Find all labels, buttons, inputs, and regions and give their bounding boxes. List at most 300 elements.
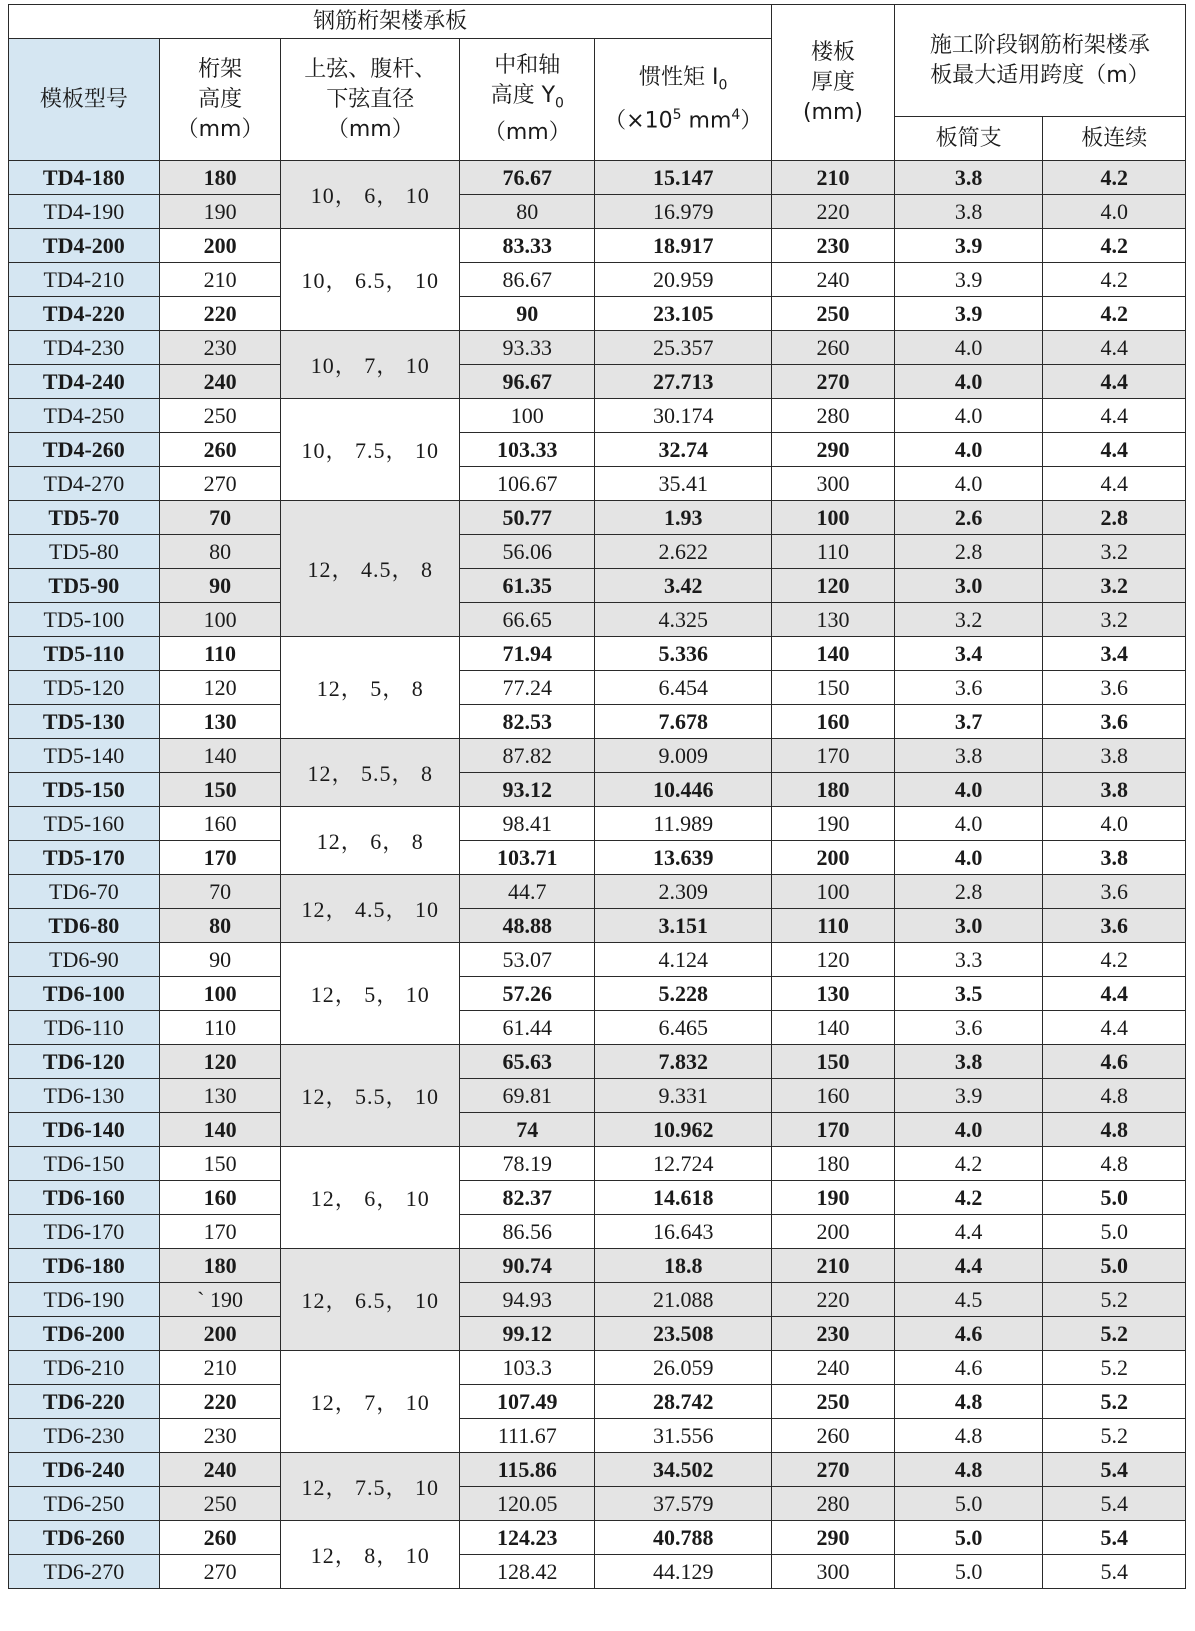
table-row	[9, 875, 1186, 909]
truss-height-cell: 130	[159, 705, 281, 739]
continuous-header: 板连续	[1043, 117, 1186, 161]
slab-thickness-cell: 210	[772, 1249, 895, 1283]
neutral-axis-cell: 103.71	[460, 841, 595, 875]
neutral-axis-cell: 124.23	[460, 1521, 595, 1555]
neutral-axis-cell: 90.74	[460, 1249, 595, 1283]
inertia-cell: 27.713	[595, 365, 772, 399]
continuous-span-cell: 3.6	[1043, 875, 1186, 909]
model-cell: TD5-170	[9, 841, 160, 875]
model-cell: TD6-250	[9, 1487, 160, 1521]
simple-span-cell: 4.0	[894, 399, 1043, 433]
model-cell: TD4-190	[9, 195, 160, 229]
table-row	[9, 1249, 1186, 1283]
slab-thickness-cell: 180	[772, 773, 895, 807]
diameter-cell: 12， 6.5， 10	[281, 1249, 460, 1351]
table-row	[9, 807, 1186, 841]
slab-thickness-cell: 130	[772, 977, 895, 1011]
model-cell: TD6-170	[9, 1215, 160, 1249]
continuous-span-cell: 5.0	[1043, 1181, 1186, 1215]
continuous-span-cell: 3.2	[1043, 535, 1186, 569]
simple-span-cell: 4.2	[894, 1181, 1043, 1215]
inertia-cell: 7.678	[595, 705, 772, 739]
table-row	[9, 1147, 1186, 1181]
slab-thickness-cell: 150	[772, 1045, 895, 1079]
neutral-axis-cell: 76.67	[460, 161, 595, 195]
simple-span-cell: 4.0	[894, 807, 1043, 841]
table-row	[9, 1283, 1186, 1317]
neutral-axis-cell: 107.49	[460, 1385, 595, 1419]
truss-height-cell: 180	[159, 161, 281, 195]
truss-height-cell: 120	[159, 671, 281, 705]
neutral-axis-cell: 86.67	[460, 263, 595, 297]
table-row	[9, 569, 1186, 603]
inertia-cell: 18.8	[595, 1249, 772, 1283]
simple-span-cell: 3.3	[894, 943, 1043, 977]
continuous-span-cell: 5.4	[1043, 1453, 1186, 1487]
simple-span-cell: 3.9	[894, 1079, 1043, 1113]
truss-height-cell: 130	[159, 1079, 281, 1113]
truss-height-cell: 240	[159, 1453, 281, 1487]
diameter-cell: 12， 6， 10	[281, 1147, 460, 1249]
truss-height-cell: 260	[159, 1521, 281, 1555]
model-cell: TD4-200	[9, 229, 160, 263]
slab-thickness-cell: 240	[772, 1351, 895, 1385]
truss-height-cell: 240	[159, 365, 281, 399]
slab-thickness-cell: 190	[772, 1181, 895, 1215]
continuous-span-cell: 4.8	[1043, 1079, 1186, 1113]
table-row	[9, 161, 1186, 195]
slab-thickness-cell: 170	[772, 1113, 895, 1147]
table-row	[9, 977, 1186, 1011]
table-row	[9, 229, 1186, 263]
table-row	[9, 603, 1186, 637]
neutral-axis-cell: 93.33	[460, 331, 595, 365]
model-cell: TD4-180	[9, 161, 160, 195]
slab-thickness-cell: 100	[772, 875, 895, 909]
simple-span-cell: 4.0	[894, 841, 1043, 875]
inertia-cell: 14.618	[595, 1181, 772, 1215]
truss-height-cell: 100	[159, 977, 281, 1011]
span-header: 施工阶段钢筋桁架楼承 板最大适用跨度（m）	[894, 5, 1185, 117]
neutral-axis-cell: 78.19	[460, 1147, 595, 1181]
simple-span-cell: 4.4	[894, 1215, 1043, 1249]
neutral-axis-cell: 71.94	[460, 637, 595, 671]
neutral-axis-header: 中和轴 高度 $Y_0$ （mm）	[460, 39, 595, 161]
model-cell: TD4-220	[9, 297, 160, 331]
neutral-axis-cell: 111.67	[460, 1419, 595, 1453]
model-cell: TD6-270	[9, 1555, 160, 1589]
simple-span-cell: 4.8	[894, 1385, 1043, 1419]
simple-span-cell: 5.0	[894, 1487, 1043, 1521]
neutral-axis-cell: 61.44	[460, 1011, 595, 1045]
simple-span-cell: 4.5	[894, 1283, 1043, 1317]
table-row	[9, 1555, 1186, 1589]
neutral-axis-cell: 50.77	[460, 501, 595, 535]
neutral-axis-cell: 87.82	[460, 739, 595, 773]
truss-height-cell: 210	[159, 1351, 281, 1385]
slab-thickness-cell: 260	[772, 331, 895, 365]
neutral-axis-cell: 61.35	[460, 569, 595, 603]
slab-thickness-cell: 190	[772, 807, 895, 841]
continuous-span-cell: 4.0	[1043, 807, 1186, 841]
neutral-axis-cell: 65.63	[460, 1045, 595, 1079]
neutral-axis-cell: 80	[460, 195, 595, 229]
simple-span-cell: 3.4	[894, 637, 1043, 671]
slab-thickness-cell: 130	[772, 603, 895, 637]
continuous-span-cell: 4.2	[1043, 297, 1186, 331]
continuous-span-cell: 5.2	[1043, 1385, 1186, 1419]
continuous-span-cell: 4.4	[1043, 365, 1186, 399]
slab-thickness-cell: 250	[772, 1385, 895, 1419]
continuous-span-cell: 3.8	[1043, 739, 1186, 773]
slab-thickness-cell: 230	[772, 1317, 895, 1351]
slab-thickness-cell: 210	[772, 161, 895, 195]
truss-height-header: 桁架 高度 （mm）	[159, 39, 281, 161]
slab-thickness-header: 楼板 厚度 (mm)	[772, 5, 895, 161]
model-cell: TD4-260	[9, 433, 160, 467]
simple-span-cell: 5.0	[894, 1555, 1043, 1589]
slab-thickness-cell: 280	[772, 1487, 895, 1521]
model-cell: TD6-260	[9, 1521, 160, 1555]
continuous-span-cell: 5.2	[1043, 1351, 1186, 1385]
neutral-axis-cell: 115.86	[460, 1453, 595, 1487]
simple-span-cell: 4.4	[894, 1249, 1043, 1283]
model-cell: TD4-210	[9, 263, 160, 297]
continuous-span-cell: 3.2	[1043, 603, 1186, 637]
diameter-cell: 12， 5.5， 8	[281, 739, 460, 807]
neutral-axis-cell: 86.56	[460, 1215, 595, 1249]
continuous-span-cell: 4.6	[1043, 1045, 1186, 1079]
table-row	[9, 1351, 1186, 1385]
simple-span-cell: 4.0	[894, 433, 1043, 467]
truss-height-cell: 150	[159, 773, 281, 807]
inertia-cell: 34.502	[595, 1453, 772, 1487]
truss-height-cell: 170	[159, 1215, 281, 1249]
continuous-span-cell: 4.2	[1043, 263, 1186, 297]
simple-span-cell: 2.6	[894, 501, 1043, 535]
inertia-cell: 18.917	[595, 229, 772, 263]
model-cell: TD6-140	[9, 1113, 160, 1147]
simple-span-cell: 4.0	[894, 331, 1043, 365]
table-row	[9, 365, 1186, 399]
truss-height-cell: 270	[159, 467, 281, 501]
inertia-cell: 4.325	[595, 603, 772, 637]
truss-height-cell: 120	[159, 1045, 281, 1079]
simple-span-cell: 3.8	[894, 739, 1043, 773]
continuous-span-cell: 5.4	[1043, 1555, 1186, 1589]
model-cell: TD6-180	[9, 1249, 160, 1283]
table-row	[9, 297, 1186, 331]
model-cell: TD5-150	[9, 773, 160, 807]
inertia-cell: 9.009	[595, 739, 772, 773]
continuous-span-cell: 3.2	[1043, 569, 1186, 603]
slab-thickness-cell: 270	[772, 1453, 895, 1487]
continuous-span-cell: 4.4	[1043, 399, 1186, 433]
table-row	[9, 841, 1186, 875]
truss-height-cell: 220	[159, 297, 281, 331]
simple-span-cell: 3.9	[894, 229, 1043, 263]
simple-support-header: 板简支	[894, 117, 1043, 161]
inertia-cell: 2.622	[595, 535, 772, 569]
table-body	[9, 161, 1186, 1589]
slab-thickness-cell: 110	[772, 909, 895, 943]
neutral-axis-cell: 69.81	[460, 1079, 595, 1113]
neutral-axis-cell: 53.07	[460, 943, 595, 977]
model-cell: TD6-200	[9, 1317, 160, 1351]
truss-height-cell: 250	[159, 1487, 281, 1521]
simple-span-cell: 3.9	[894, 263, 1043, 297]
diameter-cell: 12， 4.5， 8	[281, 501, 460, 637]
inertia-cell: 16.643	[595, 1215, 772, 1249]
spec-table	[8, 4, 1186, 1589]
slab-thickness-cell: 120	[772, 943, 895, 977]
diameter-cell: 10， 7， 10	[281, 331, 460, 399]
inertia-cell: 25.357	[595, 331, 772, 365]
table-row	[9, 773, 1186, 807]
neutral-axis-cell: 82.37	[460, 1181, 595, 1215]
model-cell: TD5-90	[9, 569, 160, 603]
truss-height-cell: 70	[159, 875, 281, 909]
continuous-span-cell: 5.2	[1043, 1419, 1186, 1453]
continuous-span-cell: 4.4	[1043, 1011, 1186, 1045]
continuous-span-cell: 5.4	[1043, 1487, 1186, 1521]
table-row	[9, 671, 1186, 705]
inertia-header: 惯性矩 $I_0$ （$\times 10^5$ $mm^4$）	[595, 39, 772, 161]
simple-span-cell: 3.8	[894, 1045, 1043, 1079]
slab-thickness-cell: 270	[772, 365, 895, 399]
model-cell: TD6-230	[9, 1419, 160, 1453]
slab-thickness-cell: 170	[772, 739, 895, 773]
diameter-cell: 10， 7.5， 10	[281, 399, 460, 501]
simple-span-cell: 4.0	[894, 773, 1043, 807]
inertia-cell: 5.228	[595, 977, 772, 1011]
truss-height-cell: 160	[159, 1181, 281, 1215]
continuous-span-cell: 4.2	[1043, 229, 1186, 263]
model-cell: TD6-110	[9, 1011, 160, 1045]
simple-span-cell: 4.8	[894, 1419, 1043, 1453]
table-row	[9, 1419, 1186, 1453]
table-row	[9, 195, 1186, 229]
inertia-cell: 32.74	[595, 433, 772, 467]
table-row	[9, 331, 1186, 365]
diameter-cell: 12， 7.5， 10	[281, 1453, 460, 1521]
inertia-cell: 6.465	[595, 1011, 772, 1045]
simple-span-cell: 3.0	[894, 909, 1043, 943]
inertia-cell: 5.336	[595, 637, 772, 671]
neutral-axis-cell: 48.88	[460, 909, 595, 943]
neutral-axis-cell: 74	[460, 1113, 595, 1147]
continuous-span-cell: 5.0	[1043, 1249, 1186, 1283]
model-cell: TD4-270	[9, 467, 160, 501]
model-cell: TD6-70	[9, 875, 160, 909]
simple-span-cell: 3.0	[894, 569, 1043, 603]
slab-thickness-cell: 290	[772, 1521, 895, 1555]
simple-span-cell: 4.0	[894, 365, 1043, 399]
table-row	[9, 1215, 1186, 1249]
model-cell: TD6-80	[9, 909, 160, 943]
truss-height-cell: 180	[159, 1249, 281, 1283]
truss-height-cell: 160	[159, 807, 281, 841]
simple-span-cell: 3.2	[894, 603, 1043, 637]
truss-height-cell: 260	[159, 433, 281, 467]
table-row	[9, 909, 1186, 943]
model-cell: TD6-100	[9, 977, 160, 1011]
slab-thickness-cell: 290	[772, 433, 895, 467]
slab-thickness-cell: 180	[772, 1147, 895, 1181]
model-cell: TD5-140	[9, 739, 160, 773]
model-cell: TD5-160	[9, 807, 160, 841]
simple-span-cell: 3.9	[894, 297, 1043, 331]
table-row	[9, 433, 1186, 467]
neutral-axis-cell: 93.12	[460, 773, 595, 807]
model-cell: TD6-150	[9, 1147, 160, 1181]
slab-thickness-cell: 240	[772, 263, 895, 297]
slab-thickness-cell: 250	[772, 297, 895, 331]
inertia-cell: 1.93	[595, 501, 772, 535]
model-cell: TD6-210	[9, 1351, 160, 1385]
simple-span-cell: 3.7	[894, 705, 1043, 739]
inertia-cell: 23.508	[595, 1317, 772, 1351]
continuous-span-cell: 4.8	[1043, 1147, 1186, 1181]
slab-thickness-cell: 160	[772, 1079, 895, 1113]
neutral-axis-cell: 77.24	[460, 671, 595, 705]
model-cell: TD6-240	[9, 1453, 160, 1487]
model-cell: TD6-160	[9, 1181, 160, 1215]
truss-height-cell: 150	[159, 1147, 281, 1181]
truss-height-cell: 230	[159, 1419, 281, 1453]
continuous-span-cell: 3.8	[1043, 773, 1186, 807]
continuous-span-cell: 5.2	[1043, 1283, 1186, 1317]
inertia-cell: 44.129	[595, 1555, 772, 1589]
continuous-span-cell: 3.8	[1043, 841, 1186, 875]
inertia-cell: 30.174	[595, 399, 772, 433]
truss-height-cell: 70	[159, 501, 281, 535]
table-row	[9, 1113, 1186, 1147]
table-row	[9, 1045, 1186, 1079]
neutral-axis-cell: 103.33	[460, 433, 595, 467]
inertia-cell: 4.124	[595, 943, 772, 977]
model-cell: TD4-230	[9, 331, 160, 365]
neutral-axis-cell: 83.33	[460, 229, 595, 263]
table-row	[9, 1011, 1186, 1045]
model-header: 模板型号	[9, 39, 160, 161]
neutral-axis-cell: 106.67	[460, 467, 595, 501]
table-row	[9, 705, 1186, 739]
truss-height-cell: 110	[159, 1011, 281, 1045]
diameter-cell: 12， 5， 10	[281, 943, 460, 1045]
truss-height-cell: 200	[159, 229, 281, 263]
table-row	[9, 467, 1186, 501]
model-cell: TD4-240	[9, 365, 160, 399]
continuous-span-cell: 3.6	[1043, 909, 1186, 943]
model-cell: TD6-220	[9, 1385, 160, 1419]
slab-thickness-cell: 200	[772, 1215, 895, 1249]
inertia-cell: 28.742	[595, 1385, 772, 1419]
inertia-cell: 20.959	[595, 263, 772, 297]
continuous-span-cell: 3.4	[1043, 637, 1186, 671]
truss-height-cell: 100	[159, 603, 281, 637]
neutral-axis-cell: 56.06	[460, 535, 595, 569]
simple-span-cell: 3.6	[894, 671, 1043, 705]
simple-span-cell: 4.6	[894, 1317, 1043, 1351]
continuous-span-cell: 4.4	[1043, 331, 1186, 365]
truss-height-cell: 210	[159, 263, 281, 297]
inertia-cell: 10.962	[595, 1113, 772, 1147]
truss-height-cell: 170	[159, 841, 281, 875]
inertia-cell: 21.088	[595, 1283, 772, 1317]
inertia-cell: 35.41	[595, 467, 772, 501]
model-cell: TD5-100	[9, 603, 160, 637]
table-row	[9, 1181, 1186, 1215]
slab-thickness-cell: 300	[772, 467, 895, 501]
inertia-cell: 13.639	[595, 841, 772, 875]
diameter-cell: 10， 6， 10	[281, 161, 460, 229]
slab-thickness-cell: 220	[772, 195, 895, 229]
neutral-axis-cell: 99.12	[460, 1317, 595, 1351]
continuous-span-cell: 3.6	[1043, 705, 1186, 739]
table-row	[9, 1079, 1186, 1113]
continuous-span-cell: 2.8	[1043, 501, 1186, 535]
table-row	[9, 1521, 1186, 1555]
inertia-cell: 7.832	[595, 1045, 772, 1079]
truss-height-cell: 90	[159, 569, 281, 603]
simple-span-cell: 3.6	[894, 1011, 1043, 1045]
neutral-axis-cell: 57.26	[460, 977, 595, 1011]
neutral-axis-cell: 98.41	[460, 807, 595, 841]
continuous-span-cell: 4.8	[1043, 1113, 1186, 1147]
slab-thickness-cell: 160	[772, 705, 895, 739]
model-cell: TD5-80	[9, 535, 160, 569]
slab-thickness-cell: 200	[772, 841, 895, 875]
table-row	[9, 739, 1186, 773]
slab-thickness-cell: 220	[772, 1283, 895, 1317]
inertia-cell: 10.446	[595, 773, 772, 807]
continuous-span-cell: 4.4	[1043, 977, 1186, 1011]
neutral-axis-cell: 82.53	[460, 705, 595, 739]
table-row	[9, 1453, 1186, 1487]
truss-height-cell: 220	[159, 1385, 281, 1419]
truss-height-cell: 140	[159, 739, 281, 773]
neutral-axis-cell: 96.67	[460, 365, 595, 399]
truss-height-cell: 270	[159, 1555, 281, 1589]
diameter-cell: 12， 6， 8	[281, 807, 460, 875]
diameter-cell: 12， 4.5， 10	[281, 875, 460, 943]
model-cell: TD6-190	[9, 1283, 160, 1317]
continuous-span-cell: 5.4	[1043, 1521, 1186, 1555]
neutral-axis-cell: 44.7	[460, 875, 595, 909]
simple-span-cell: 4.0	[894, 1113, 1043, 1147]
model-cell: TD5-130	[9, 705, 160, 739]
inertia-cell: 9.331	[595, 1079, 772, 1113]
diameter-cell: 12， 8， 10	[281, 1521, 460, 1589]
truss-height-cell: 250	[159, 399, 281, 433]
simple-span-cell: 5.0	[894, 1521, 1043, 1555]
slab-thickness-cell: 260	[772, 1419, 895, 1453]
group-title: 钢筋桁架楼承板	[9, 5, 772, 39]
simple-span-cell: 4.2	[894, 1147, 1043, 1181]
model-cell: TD5-120	[9, 671, 160, 705]
slab-thickness-cell: 140	[772, 1011, 895, 1045]
inertia-cell: 3.42	[595, 569, 772, 603]
table-row	[9, 501, 1186, 535]
inertia-cell: 3.151	[595, 909, 772, 943]
inertia-cell: 6.454	[595, 671, 772, 705]
inertia-cell: 26.059	[595, 1351, 772, 1385]
inertia-cell: 16.979	[595, 195, 772, 229]
neutral-axis-cell: 94.93	[460, 1283, 595, 1317]
slab-thickness-cell: 100	[772, 501, 895, 535]
slab-thickness-cell: 110	[772, 535, 895, 569]
